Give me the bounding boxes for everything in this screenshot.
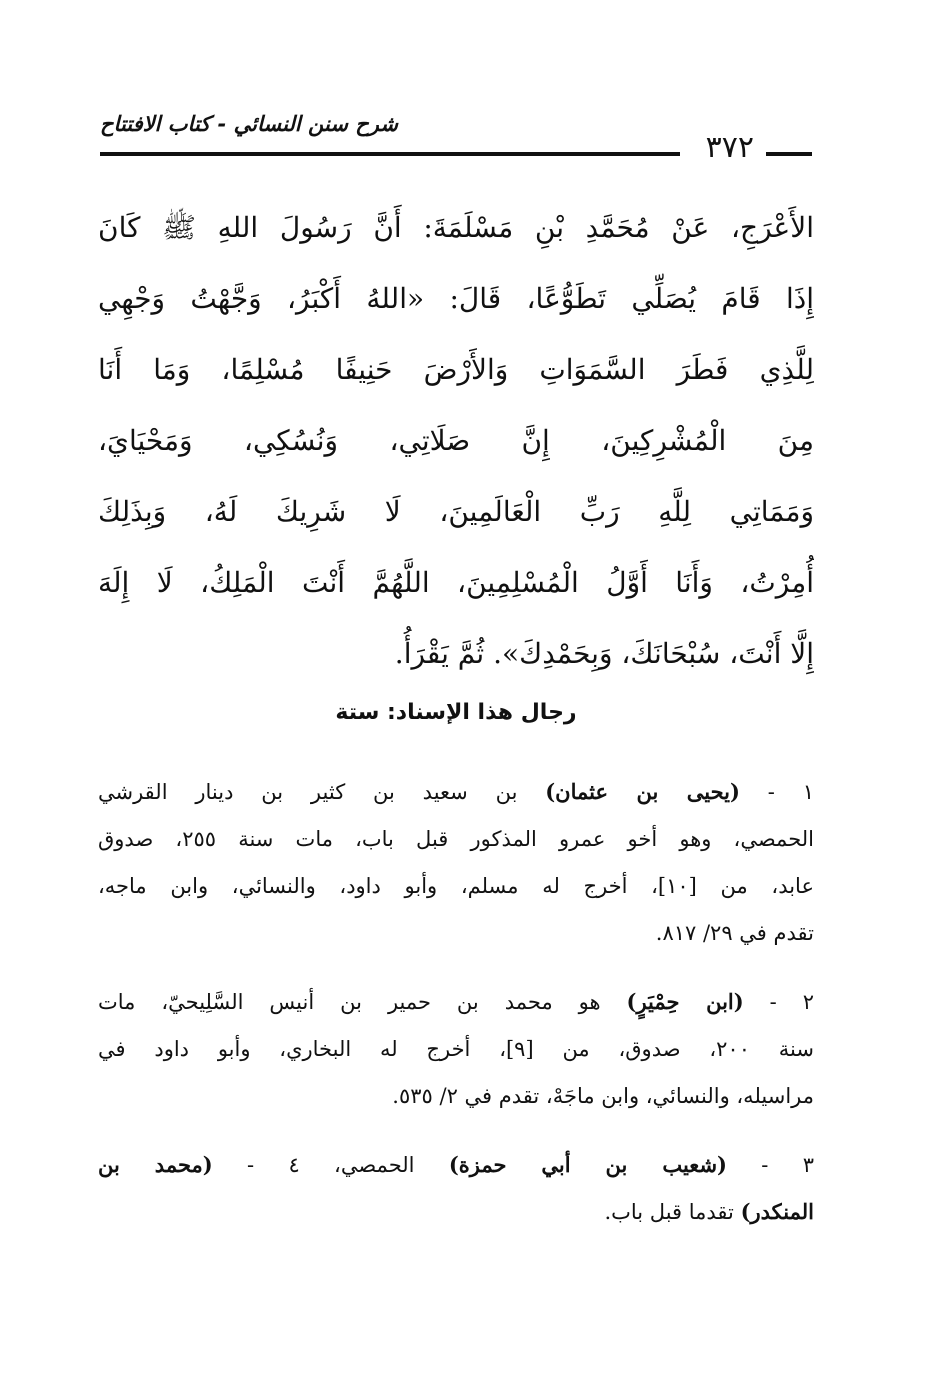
narrator-entry-1 (98, 772, 814, 960)
header-title: شرح سنن النسائي - كتاب الافتتاح (100, 112, 398, 136)
hadith-line: الأَعْرَجِ، عَنْ مُحَمَّدِ بْنِ مَسْلَمَةَ: أَنَّ رَسُولَ اللهِ ﷺ كَانَ (98, 211, 814, 244)
narrator-entry-2 (98, 982, 814, 1123)
section-heading: رجال هذا الإسناد: ستة (335, 700, 577, 725)
narrator-line: الحمصي، وهو أخو عمرو المذكور قبل باب، مات سنة ٢٥٥، صدوق (98, 827, 814, 851)
narrator-number: ١ - (739, 780, 814, 804)
narrator-name: (شعيب بن أبي حمزة) (448, 1152, 727, 1177)
header-rule (100, 152, 680, 156)
narrator-line (98, 982, 814, 1029)
narrator-name: المنكدر) (740, 1199, 814, 1224)
hadith-line: إِلَّا أَنْتَ، سُبْحَانَكَ، وَبِحَمْدِكَ». ثُمَّ يَقْرَأُ. (394, 637, 814, 670)
hadith-line: لِلَّذِي فَطَرَ السَّمَوَاتِ وَالأَرْضَ حَنِيفًا مُسْلِمًا، وَمَا أَنَا (98, 353, 814, 386)
narrator-line: سنة ٢٠٠، صدوق، من [٩]، أخرج له البخاري، وأبو داود في (98, 1037, 814, 1061)
narrator-text: الحمصي، ٤ - (212, 1153, 449, 1177)
narrator-number: ٣ - (726, 1153, 814, 1177)
narrator-name: (يحيى بن عثمان) (545, 779, 740, 804)
page-number: ٣٧٢ (705, 130, 754, 165)
narrator-line (98, 1145, 814, 1192)
narrator-text: هو محمد بن حمير بن أنيس السَّلِيحيّ، مات (98, 990, 627, 1014)
narrators-list (98, 772, 814, 1261)
hadith-line: إِذَا قَامَ يُصَلِّي تَطَوُّعًا، قَالَ: «اللهُ أَكْبَرُ، وَجَّهْتُ وَجْهِي (98, 282, 814, 315)
narrator-number: ٢ - (743, 990, 814, 1014)
header-dash (766, 152, 812, 156)
narrator-name: (محمد بن (98, 1152, 213, 1177)
narrator-line (98, 772, 814, 819)
hadith-line: مِنَ الْمُشْرِكِينَ، إِنَّ صَلَاتِي، وَنُسُكِي، وَمَحْيَايَ، (98, 424, 814, 457)
hadith-line: وَمَمَاتِي لِلَّهِ رَبِّ الْعَالَمِينَ، لَا شَرِيكَ لَهُ، وَبِذَلِكَ (98, 495, 814, 528)
narrator-name: (ابن حِمْيَرٍ) (626, 989, 744, 1014)
hadith-line: أُمِرْتُ، وَأَنَا أَوَّلُ الْمُسْلِمِينَ، اللَّهُمَّ أَنْتَ الْمَلِكُ، لَا إِلَهَ (98, 566, 814, 599)
narrator-text: تقدما قبل باب. (604, 1200, 741, 1224)
running-header (100, 112, 812, 165)
narrator-line: مراسيله، والنسائي، وابن ماجَهْ، تقدم في ٢/ ٥٣٥. (392, 1084, 814, 1108)
narrator-line: تقدم في ٢٩/ ٨١٧. (655, 921, 814, 945)
hadith-text (98, 200, 814, 697)
narrator-line: عابد، من [١٠]، أخرج له مسلم، وأبو داود، والنسائي، وابن ماجه، (98, 874, 814, 898)
narrator-entry-3 (98, 1145, 814, 1239)
narrator-line (98, 1192, 814, 1239)
narrator-text: بن سعيد بن كثير بن دينار القرشي (98, 780, 546, 804)
